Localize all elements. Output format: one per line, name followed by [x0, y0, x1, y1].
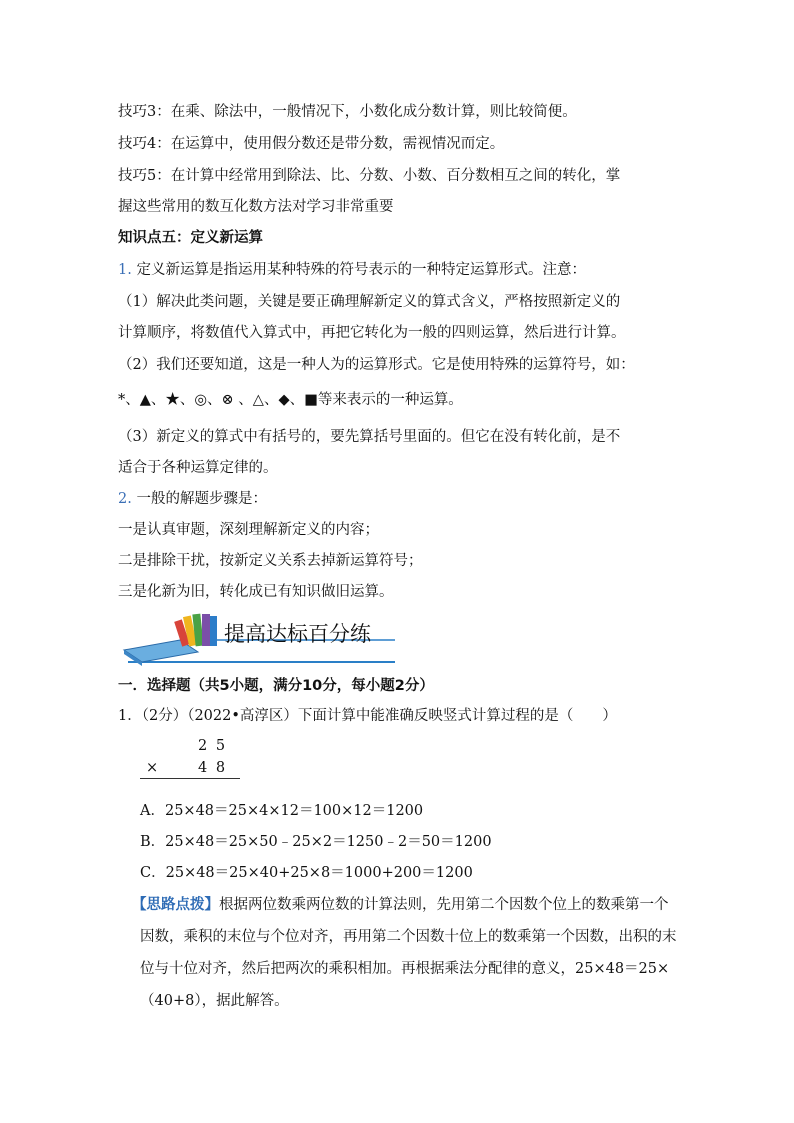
step-3: 三是化新为旧，转化成已有知识做旧运算。	[118, 584, 394, 600]
step-2: 二是排除干扰，按新定义关系去掉新运算符号；	[118, 553, 423, 569]
sub-3-line-1: （3）新定义的算式中有括号的，要先算括号里面的。但它在没有转化前，是不	[118, 429, 621, 445]
banner-title: 提高达标百分练	[224, 622, 371, 646]
hint-line-4: （40+8），据此解答。	[140, 993, 289, 1009]
point-1	[118, 260, 586, 280]
sub-2-line-1: （2）我们还要知道，这是一种人为的运算形式。它是使用特殊的运算符号，如：	[118, 357, 635, 373]
step-1: 一是认真审题，深刻理解新定义的内容；	[118, 522, 379, 538]
point-1-text: 定义新运算是指运用某种特殊的符号表示的一种特定运算形式。注意：	[136, 262, 586, 278]
question-1-stem: 1．（2分）（2022•高淳区）下面计算中能准确反映竖式计算过程的是（ ）	[118, 708, 617, 724]
vertical-multiplicand: 2 5	[198, 738, 228, 754]
sub-3-line-2: 适合于各种运算定律的。	[118, 460, 278, 476]
hint-text-1: 根据两位数乘两位数的计算法则，先用第二个因数个位上的数乘第一个	[219, 897, 669, 913]
vertical-times-sign: ×	[146, 760, 159, 776]
tip-4: 技巧4：在运算中，使用假分数还是带分数，需视情况而定。	[118, 136, 505, 152]
hint-line-1	[132, 895, 669, 915]
sub-1-line-1: （1）解决此类问题，关键是要正确理解新定义的算式含义，严格按照新定义的	[118, 294, 621, 310]
point-1-number: 1.	[118, 262, 132, 278]
point-2-text: 一般的解题步骤是：	[136, 491, 267, 507]
point-2-number: 2.	[118, 491, 132, 507]
option-c[interactable]: C．25×48＝25×40+25×8＝1000+200＝1200	[140, 865, 473, 881]
hint-line-2: 因数，乘积的末位与个位对齐，再用第二个因数十位上的数乘第一个因数，出积的末	[140, 929, 677, 945]
hint-label: 【思路点拨】	[132, 896, 219, 913]
option-a[interactable]: A．25×48＝25×4×12＝100×12＝1200	[140, 803, 424, 819]
option-b[interactable]: B．25×48＝25×50﹣25×2＝1250﹣2＝50＝1200	[140, 834, 492, 850]
tip-5-line-1: 技巧5：在计算中经常用到除法、比、分数、小数、百分数相互之间的转化，掌	[118, 168, 621, 184]
tip-3: 技巧3：在乘、除法中，一般情况下，小数化成分数计算，则比较简便。	[118, 104, 577, 120]
hint-line-3: 位与十位对齐，然后把两次的乘积相加。再根据乘法分配律的意义，25×48＝25×	[140, 961, 670, 977]
vertical-multiplier: 4 8	[198, 760, 228, 776]
point-2	[118, 489, 267, 509]
sub-2-line-2: *、▲、★、◎、⊗ 、△、◆、■等来表示的一种运算。	[118, 392, 463, 408]
sub-1-line-2: 计算顺序，将数值代入算式中，再把它转化为一般的四则运算，然后进行计算。	[118, 325, 626, 341]
section-heading: 一．选择题（共5小题，满分10分，每小题2分）	[118, 678, 434, 694]
knowledge-point-5-heading: 知识点五：定义新运算	[118, 230, 263, 246]
vertical-rule	[140, 778, 240, 779]
tip-5-line-2: 握这些常用的数互化数方法对学习非常重要	[118, 199, 394, 215]
